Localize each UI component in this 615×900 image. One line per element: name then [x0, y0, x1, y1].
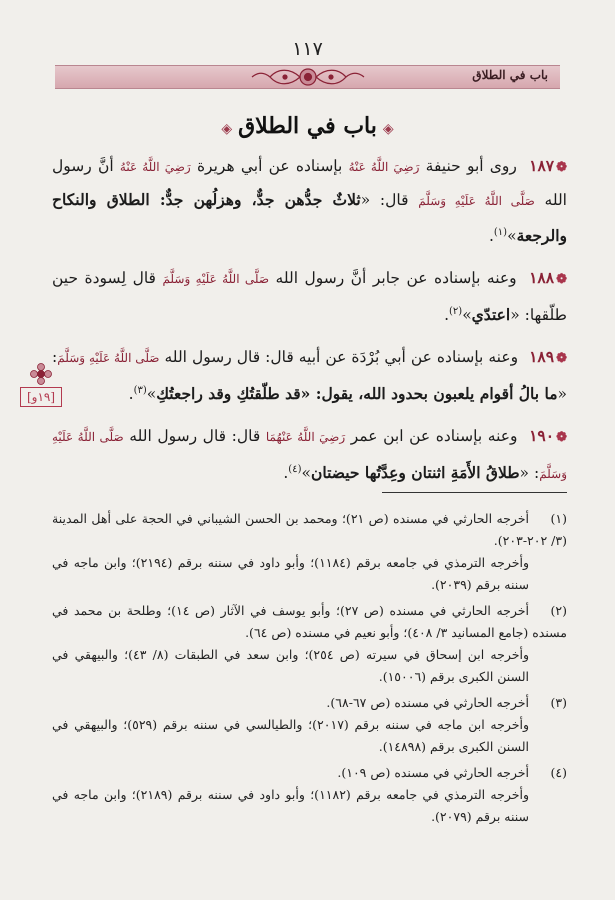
footnote: [52, 508, 567, 596]
footnote-line: وأخرجه الترمذي في جامعه برقم (١١٨٤)؛ وأبو داود في سننه برقم (٢١٩٤)؛ وابن ماجه في سننه برقم (٢٠٣٩).: [52, 555, 529, 592]
footnote: [52, 762, 567, 828]
footnote: [52, 600, 567, 688]
floral-ornament-icon: [248, 60, 368, 94]
footnote-ref: (٤): [288, 464, 302, 476]
footnote-line: أخرجه الحارثي في مسنده (ص ١٠٩).: [337, 765, 529, 780]
hadith-number: ❁١٩٠: [529, 426, 567, 446]
honorific: رَضِيَ اللَّهُ عَنْهُ: [119, 160, 191, 174]
footnotes: [52, 508, 567, 832]
hadith-marker-icon: ❁: [556, 160, 568, 175]
hadith-number: ❁١٨٩: [529, 347, 567, 367]
hadith-paragraph: ❁١٨٧ روى أبو حنيفة رَضِيَ اللَّهُ عَنْهُ بإسناده عن أبي هريرة رَضِيَ اللَّهُ عَنْهُ أنَّ رسول الله صَلَّى اللَّهُ عَلَيْهِ وَسَلَّمَ قال: «ثلاثٌ جدُّهن جدٌّ، وهزلُهن جدٌّ: الطلاق والنكاح والرجعة»$^{(١)}$.: [52, 150, 567, 252]
footnote-ref: (٣): [133, 385, 147, 397]
margin-folio-marker: [20, 363, 62, 405]
footnote: [52, 692, 567, 758]
honorific: صَلَّى اللَّهُ عَلَيْهِ وَسَلَّمَ: [52, 430, 567, 482]
running-header-title: باب في الطلاق: [472, 68, 548, 82]
footnote-ref: (١): [493, 227, 508, 238]
hadith-number: ❁١٨٧: [529, 156, 568, 175]
hadith-quote: اعتدّي: [471, 305, 511, 325]
honorific: رَضِيَ اللَّهُ عَنْهُ: [348, 160, 420, 174]
footnote-label: (٣): [550, 695, 567, 710]
footnote-line: وأخرجه ابن إسحاق في سيرته (ص ٢٥٤)؛ وابن سعد في الطبقات (٨/ ٤٣)؛ والبيهقي في السنن الكبرى برقم (١٥٠٠٦).: [52, 647, 529, 684]
footnote-label: (٤): [550, 765, 567, 780]
hadith-quote: طلاقُ الأَمَةِ اثنتان وعِدَّتُها حيضتان: [310, 463, 520, 483]
hadith-marker-icon: ❁: [556, 272, 567, 288]
hadith-marker-icon: ❁: [556, 430, 567, 446]
hadith-number: ❁١٨٨: [529, 268, 567, 288]
chapter-title: [0, 113, 615, 139]
hadith-marker-icon: ❁: [556, 351, 567, 367]
honorific: صَلَّى اللَّهُ عَلَيْهِ وَسَلَّمَ: [162, 272, 270, 287]
page-number: ١١٧: [292, 38, 323, 60]
diamond-ornament-icon: ◈: [221, 121, 233, 137]
honorific: رَضِيَ اللَّهُ عَنْهُمَا: [265, 430, 346, 445]
hadith-quote: ثلاثٌ جدُّهن جدٌّ، وهزلُهن جدٌّ: الطلاق والنكاح والرجعة: [52, 190, 567, 246]
main-text: [52, 150, 567, 501]
footnote-separator: [382, 492, 567, 493]
hadith-quote: ما بالُ أقوام يلعبون بحدود الله، يقول: «قد طلّقتُكِ وقد راجعتُكِ: [156, 384, 558, 404]
honorific: صَلَّى اللَّهُ عَلَيْهِ وَسَلَّمَ: [57, 351, 160, 366]
folio-label: [١٩و]: [20, 387, 62, 407]
footnote-line: وأخرجه ابن ماجه في سننه برقم (٢٠١٧)؛ والطيالسي في سننه برقم (٥٢٩)؛ والبيهقي في السنن الكبرى برقم (١٤٨٩٨).: [52, 717, 529, 754]
footnote-label: (١): [550, 511, 567, 526]
footnote-ref: (٢): [449, 306, 463, 318]
footnote-line: أخرجه الحارثي في مسنده (ص ٢٧)؛ وأبو يوسف في الآثار (ص ١٤)؛ وطلحة بن محمد في مسنده (جامع المسانيد ٣/ ٤٠٨)؛ وأبو نعيم في مسنده (ص ٦٤).: [52, 603, 567, 640]
footnote-line: أخرجه الحارثي في مسنده (ص ٢١)؛ ومحمد بن الحسن الشيباني في الحجة على أهل المدينة (٣/ ٢٠٢-٢٠٣).: [52, 511, 567, 548]
chapter-title-text: باب في الطلاق: [238, 113, 377, 139]
running-header: [55, 65, 560, 89]
honorific: صَلَّى اللَّهُ عَلَيْهِ وَسَلَّمَ: [418, 194, 535, 208]
footnote-line: أخرجه الحارثي في مسنده (ص ٦٧-٦٨).: [326, 695, 529, 710]
footnote-label: (٢): [550, 603, 567, 618]
diamond-ornament-icon: ◈: [382, 121, 394, 137]
footnote-line: وأخرجه الترمذي في جامعه برقم (١١٨٢)؛ وأبو داود في سننه برقم (٢١٨٩)؛ وابن ماجه في سننه برقم (٢٠٧٩).: [52, 787, 529, 824]
hadith-paragraph: ❁١٩٠ وعنه بإسناده عن ابن عمر رَضِيَ اللَّهُ عَنْهُمَا قال: قال رسول الله صَلَّى اللَّهُ عَلَيْهِ وَسَلَّمَ: «طلاقُ الأَمَةِ اثنتان وعِدَّتُها حيضتان»$^{(٤)}$.: [52, 420, 567, 490]
hadith-paragraph: ❁١٨٨ وعنه بإسناده عن جابر أنَّ رسول الله صَلَّى اللَّهُ عَلَيْهِ وَسَلَّمَ قال لِسودة حين طلّقها: «اعتدّي»$^{(٢)}$.: [52, 262, 567, 331]
rosette-icon: [30, 363, 52, 385]
hadith-paragraph: ❁١٨٩ وعنه بإسناده عن أبي بُرْدَة عن أبيه قال: قال رسول الله صَلَّى اللَّهُ عَلَيْهِ وَسَلَّمَ: «ما بالُ أقوام يلعبون بحدود الله، يقول: «قد طلّقتُكِ وقد راجعتُكِ»$^{(٣)}$.: [52, 341, 567, 410]
